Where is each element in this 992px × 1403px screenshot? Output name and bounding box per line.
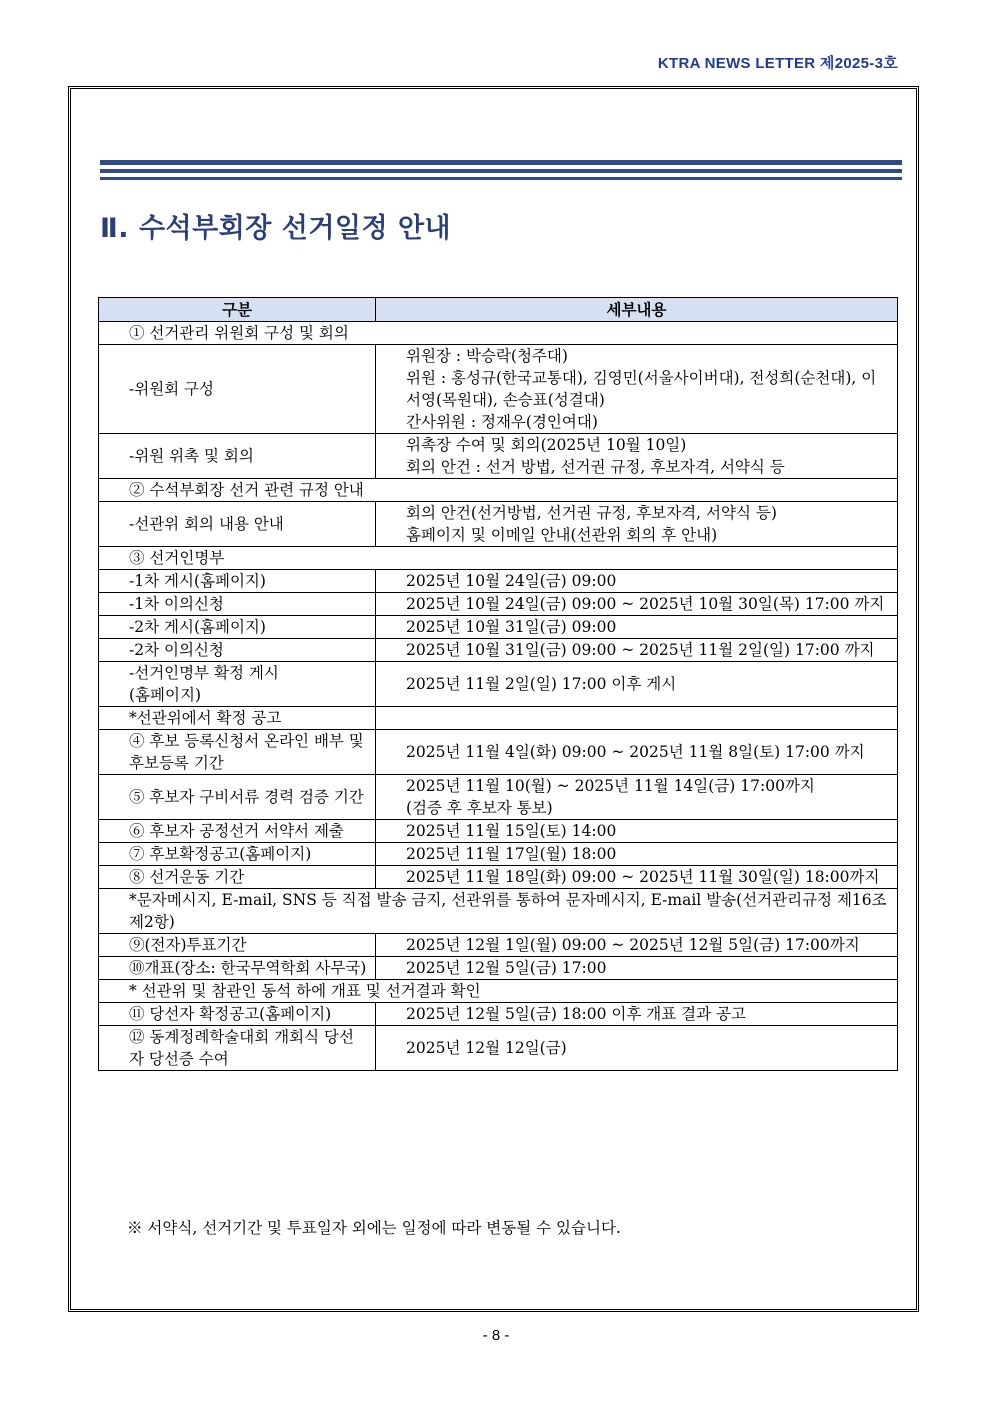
table-row — [99, 730, 898, 775]
row-label: ⑧ 선거운동 기간 — [99, 866, 376, 889]
table-row — [99, 775, 898, 820]
row-content: 위촉장 수여 및 회의(2025년 10월 10일) 회의 안건 : 선거 방법, 선거권 규정, 후보자격, 서약식 등 — [376, 434, 898, 479]
row-content: 2025년 11월 4일(화) 09:00 ~ 2025년 11월 8일(토) 17:00 까지 — [376, 730, 898, 775]
row-content: 2025년 10월 24일(금) 09:00 — [376, 570, 898, 593]
row-label: -1차 이의신청 — [99, 593, 376, 616]
row-content: 2025년 11월 18일(화) 09:00 ~ 2025년 11월 30일(일) 18:00까지 — [376, 866, 898, 889]
row-label: *선관위에서 확정 공고 — [99, 707, 376, 730]
title-rule — [100, 160, 902, 184]
table-row — [99, 820, 898, 843]
section-heading: ③ 선거인명부 — [99, 547, 898, 570]
table-row — [99, 934, 898, 957]
row-content: 2025년 10월 31일(금) 09:00 ~ 2025년 11월 2일(일) 17:00 까지 — [376, 639, 898, 662]
table-row — [99, 593, 898, 616]
row-label: -2차 게시(홈페이지) — [99, 616, 376, 639]
section-title: Ⅱ. 수석부회장 선거일정 안내 — [100, 213, 452, 244]
row-content — [376, 707, 898, 730]
section-heading: ② 수석부회장 선거 관련 규정 안내 — [99, 479, 898, 502]
section-row — [99, 322, 898, 345]
row-label: ⑫ 동계정례학술대회 개회식 당선자 당선증 수여 — [99, 1026, 376, 1071]
section-heading: ① 선거관리 위원회 구성 및 회의 — [99, 322, 898, 345]
table-header-row — [99, 298, 898, 322]
newsletter-header: KTRA NEWS LETTER 제2025-3호 — [657, 55, 898, 72]
table-row — [99, 345, 898, 434]
row-content: 2025년 10월 31일(금) 09:00 — [376, 616, 898, 639]
page-number: - 8 - — [482, 1327, 510, 1344]
table-row — [99, 707, 898, 730]
table-row — [99, 502, 898, 547]
row-label: ⑩개표(장소: 한국무역학회 사무국) — [99, 957, 376, 980]
row-label: -위원 위촉 및 회의 — [99, 434, 376, 479]
table-row — [99, 662, 898, 707]
table-row — [99, 639, 898, 662]
row-content: 2025년 11월 2일(일) 17:00 이후 게시 — [376, 662, 898, 707]
row-content: 2025년 11월 15일(토) 14:00 — [376, 820, 898, 843]
row-label: -선관위 회의 내용 안내 — [99, 502, 376, 547]
table-row — [99, 434, 898, 479]
row-label: -1차 게시(홈페이지) — [99, 570, 376, 593]
table-row — [99, 866, 898, 889]
section-row — [99, 547, 898, 570]
table-row — [99, 957, 898, 980]
section-row — [99, 479, 898, 502]
footnote: ※ 서약식, 선거기간 및 투표일자 외에는 일정에 따라 변동될 수 있습니다. — [127, 1219, 621, 1237]
row-label: ⑤ 후보자 구비서류 경력 검증 기간 — [99, 775, 376, 820]
row-label: ⑨(전자)투표기간 — [99, 934, 376, 957]
header-category: 구분 — [99, 298, 376, 322]
row-content: 2025년 11월 17일(월) 18:00 — [376, 843, 898, 866]
row-content: 2025년 12월 1일(월) 09:00 ~ 2025년 12월 5일(금) 17:00까지 — [376, 934, 898, 957]
row-content: 2025년 12월 12일(금) — [376, 1026, 898, 1071]
note-text: *문자메시지, E-mail, SNS 등 직접 발송 금지, 선관위를 통하여 문자메시지, E-mail 발송(선거관리규정 제16조 제2항) — [99, 889, 898, 934]
note-text: * 선관위 및 참관인 동석 하에 개표 및 선거결과 확인 — [99, 980, 898, 1003]
row-content: 2025년 11월 10(월) ~ 2025년 11월 14일(금) 17:00까지 (검증 후 후보자 통보) — [376, 775, 898, 820]
row-label: ④ 후보 등록신청서 온라인 배부 및 후보등록 기간 — [99, 730, 376, 775]
table-row — [99, 616, 898, 639]
row-content: 위원장 : 박승락(청주대) 위원 : 홍성규(한국교통대), 김영민(서울사이버대), 전성희(순천대), 이서영(목원대), 손승표(성결대) 간사위원 : 정재우(경인여대) — [376, 345, 898, 434]
row-content: 2025년 12월 5일(금) 17:00 — [376, 957, 898, 980]
row-label: ⑥ 후보자 공정선거 서약서 제출 — [99, 820, 376, 843]
row-label: -선거인명부 확정 게시 (홈페이지) — [99, 662, 376, 707]
table-row — [99, 1026, 898, 1071]
row-content: 2025년 10월 24일(금) 09:00 ~ 2025년 10월 30일(목) 17:00 까지 — [376, 593, 898, 616]
election-schedule-table — [98, 297, 898, 1071]
note-row — [99, 980, 898, 1003]
row-label: ⑦ 후보확정공고(홈페이지) — [99, 843, 376, 866]
row-label: -2차 이의신청 — [99, 639, 376, 662]
table-row — [99, 1003, 898, 1026]
row-label: -위원회 구성 — [99, 345, 376, 434]
header-details: 세부내용 — [376, 298, 898, 322]
note-row — [99, 889, 898, 934]
row-content: 회의 안건(선거방법, 선거권 규정, 후보자격, 서약식 등) 홈페이지 및 이메일 안내(선관위 회의 후 안내) — [376, 502, 898, 547]
row-label: ⑪ 당선자 확정공고(홈페이지) — [99, 1003, 376, 1026]
table-row — [99, 570, 898, 593]
table-row — [99, 843, 898, 866]
row-content: 2025년 12월 5일(금) 18:00 이후 개표 결과 공고 — [376, 1003, 898, 1026]
